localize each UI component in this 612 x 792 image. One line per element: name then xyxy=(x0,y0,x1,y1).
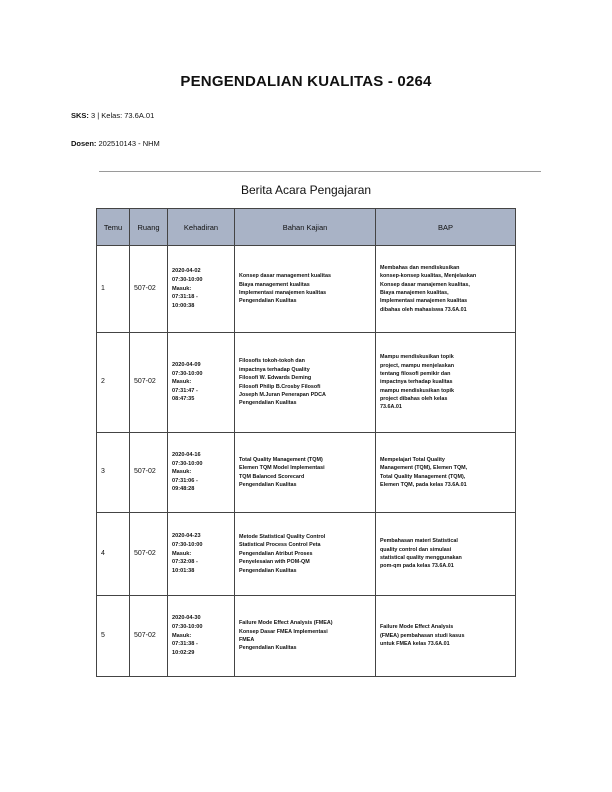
kehadiran-line: Masuk: xyxy=(172,632,192,639)
bap-line: Implementasi manajemen kualitas xyxy=(380,298,468,305)
kehadiran-line: 07:31:06 - xyxy=(172,477,198,484)
bap-line: Pembahasan materi Statistical xyxy=(380,538,458,545)
dosen-label: Dosen: xyxy=(71,139,97,148)
kehadiran-line: 2020-04-16 xyxy=(172,451,201,458)
bahan-kajian-line: Filosofi Philip B.Crosby Filosofi xyxy=(239,383,321,390)
column-header-ruang: Ruang xyxy=(130,209,168,246)
column-header-bahan-kajian: Bahan Kajian xyxy=(235,209,376,246)
kehadiran-line: 07:31:47 - xyxy=(172,387,198,394)
bahan-kajian-line: Pengendalian Atribut Proses xyxy=(239,550,313,557)
kehadiran-line: 2020-04-23 xyxy=(172,533,201,540)
dosen-info xyxy=(71,139,160,148)
temu-cell: 5 xyxy=(97,596,130,677)
bahan-kajian-cell xyxy=(235,333,376,433)
bap-line: Biaya manajemen kualitas, xyxy=(380,290,449,296)
bap-line: project, mampu menjelaskan xyxy=(380,362,454,369)
bahan-kajian-line: Konsep Dasar FMEA Implementasi xyxy=(239,628,328,635)
bahan-kajian-line: Biaya management kualitas xyxy=(239,281,310,288)
bahan-kajian-line: Statistical Process Control Peta xyxy=(239,542,321,549)
divider xyxy=(99,171,541,172)
kehadiran-line: 2020-04-09 xyxy=(172,361,201,368)
kehadiran-line: 07:31:18 - xyxy=(172,294,198,301)
bap-line: Mampu mendiskusikan topik xyxy=(380,354,454,361)
kehadiran-line: 10:02:29 xyxy=(172,649,195,656)
bap-line: dibahas oleh mahasiswa 73.6A.01 xyxy=(380,306,467,313)
bap-line: Management (TQM), Elemen TQM, xyxy=(380,465,468,472)
bahan-kajian-line: Metode Statistical Quality Control xyxy=(239,534,326,541)
bap-line: pom-qm pada kelas 73.6A.01 xyxy=(380,563,454,570)
ruang-cell: 507-02 xyxy=(130,433,168,513)
kehadiran-line: 10:01:38 xyxy=(172,567,195,574)
kehadiran-cell xyxy=(168,513,235,596)
kehadiran-line: 2020-04-02 xyxy=(172,268,201,275)
bahan-kajian-cell xyxy=(235,513,376,596)
table-row xyxy=(97,596,516,677)
column-header-temu: Temu xyxy=(97,209,130,246)
kehadiran-line: 07:30-10:00 xyxy=(172,370,203,377)
bap-line: mampu mendiskusikan topik xyxy=(380,387,454,394)
bahan-kajian-line: TQM Balanced Scorecard xyxy=(239,473,305,480)
bap-line: 73.6A.01 xyxy=(380,404,402,411)
temu-cell: 4 xyxy=(97,513,130,596)
bahan-kajian-line: Pengendalian Kualitas xyxy=(239,567,297,574)
bahan-kajian-line: Konsep dasar management kualitas xyxy=(239,273,331,280)
bahan-kajian-line: Pengendalian Kualitas xyxy=(239,400,297,407)
bap-cell xyxy=(376,596,516,677)
bahan-kajian-line: Penyelesaian with POM-QM xyxy=(239,559,310,566)
bap-line: Elemen TQM, pada kelas 73.6A.01 xyxy=(380,481,467,488)
bahan-kajian-line: Elemen TQM Model Implementasi xyxy=(239,465,325,472)
bahan-kajian-cell xyxy=(235,433,376,513)
bahan-kajian-cell xyxy=(235,596,376,677)
bahan-kajian-line: impactnya terhadap Quality xyxy=(239,366,310,373)
kehadiran-line: 07:30-10:00 xyxy=(172,460,203,467)
kehadiran-line: 2020-04-30 xyxy=(172,615,201,622)
kehadiran-cell xyxy=(168,433,235,513)
ruang-cell: 507-02 xyxy=(130,596,168,677)
temu-cell: 3 xyxy=(97,433,130,513)
kehadiran-line: Masuk: xyxy=(172,469,192,476)
bahan-kajian-cell xyxy=(235,246,376,333)
kehadiran-line: Masuk: xyxy=(172,285,192,292)
bahan-kajian-line: Pengendalian Kualitas xyxy=(239,298,297,305)
bahan-kajian-line: Failure Mode Effect Analysis (FMEA) xyxy=(239,620,333,627)
table-row xyxy=(97,513,516,596)
table-row xyxy=(97,333,516,433)
kehadiran-line: 07:30-10:00 xyxy=(172,542,203,549)
temu-cell: 1 xyxy=(97,246,130,333)
bap-line: statistical quality menggunakan xyxy=(380,555,462,561)
bap-line: Failure Mode Effect Analysis xyxy=(380,624,454,631)
bahan-kajian-line: Total Quality Management (TQM) xyxy=(239,456,323,463)
sks-kelas-value: 3 | Kelas: 73.6A.01 xyxy=(91,111,155,120)
bahan-kajian-line: Joseph M.Juran Penerapan PDCA xyxy=(239,391,326,398)
bap-line: tentang filosofi pemikir dan xyxy=(380,370,451,377)
kehadiran-line: Masuk: xyxy=(172,550,192,557)
bap-line: quality control dan simulasi xyxy=(380,546,452,553)
bahan-kajian-line: Pengendalian Kualitas xyxy=(239,645,297,652)
bap-line: Konsep dasar manajemen kualitas, xyxy=(380,281,470,288)
table-header-row xyxy=(97,209,516,246)
bap-cell xyxy=(376,333,516,433)
bap-line: project dibahas oleh kelas xyxy=(380,396,448,403)
bap-line: Membahas dan mendiskusikan xyxy=(380,264,460,271)
bap-line: Total Quality Management (TQM), xyxy=(380,473,466,480)
ruang-cell: 507-02 xyxy=(130,333,168,433)
section-title: Berita Acara Pengajaran xyxy=(240,183,372,197)
kehadiran-line: 07:32:08 - xyxy=(172,559,198,566)
bap-line: Mempelajari Total Quality xyxy=(380,456,445,463)
kehadiran-line: Masuk: xyxy=(172,379,192,386)
kehadiran-line: 09:48:28 xyxy=(172,486,195,493)
column-header-kehadiran: Kehadiran xyxy=(168,209,235,246)
column-header-bap: BAP xyxy=(376,209,516,246)
kehadiran-cell xyxy=(168,246,235,333)
table-row xyxy=(97,246,516,333)
bap-line: (FMEA) pembahasan studi kasus xyxy=(380,632,465,639)
kehadiran-line: 08:47:35 xyxy=(172,396,195,403)
bap-cell xyxy=(376,433,516,513)
dosen-value: 202510143 - NHM xyxy=(98,139,160,148)
bahan-kajian-line: Implementasi manajemen kualitas xyxy=(239,290,327,296)
bap-line: untuk FMEA kelas 73.6A.01 xyxy=(380,641,450,648)
bap-table xyxy=(96,208,516,677)
bap-line: konsep-konsep kualitas, Menjelaskan xyxy=(380,273,477,280)
bap-cell xyxy=(376,513,516,596)
bap-cell xyxy=(376,246,516,333)
kehadiran-cell xyxy=(168,333,235,433)
kehadiran-line: 07:30-10:00 xyxy=(172,277,203,284)
ruang-cell: 507-02 xyxy=(130,246,168,333)
bahan-kajian-line: Filosofi W. Edwards Deming xyxy=(239,375,312,382)
kehadiran-cell xyxy=(168,596,235,677)
table-row xyxy=(97,433,516,513)
bahan-kajian-line: Pengendalian Kualitas xyxy=(239,481,297,488)
kehadiran-line: 10:00:38 xyxy=(172,302,195,309)
page-title: PENGENDALIAN KUALITAS - 0264 xyxy=(180,73,432,90)
kehadiran-line: 07:30-10:00 xyxy=(172,624,203,631)
bahan-kajian-line: Filosofis tokoh-tokoh dan xyxy=(239,358,305,365)
kehadiran-line: 07:31:38 - xyxy=(172,641,198,648)
bahan-kajian-line: FMEA xyxy=(239,637,255,643)
bap-line: impactnya terhadap kualitas xyxy=(380,379,453,386)
sks-kelas-info xyxy=(71,111,154,120)
temu-cell: 2 xyxy=(97,333,130,433)
ruang-cell: 507-02 xyxy=(130,513,168,596)
sks-label: SKS: xyxy=(71,111,89,120)
